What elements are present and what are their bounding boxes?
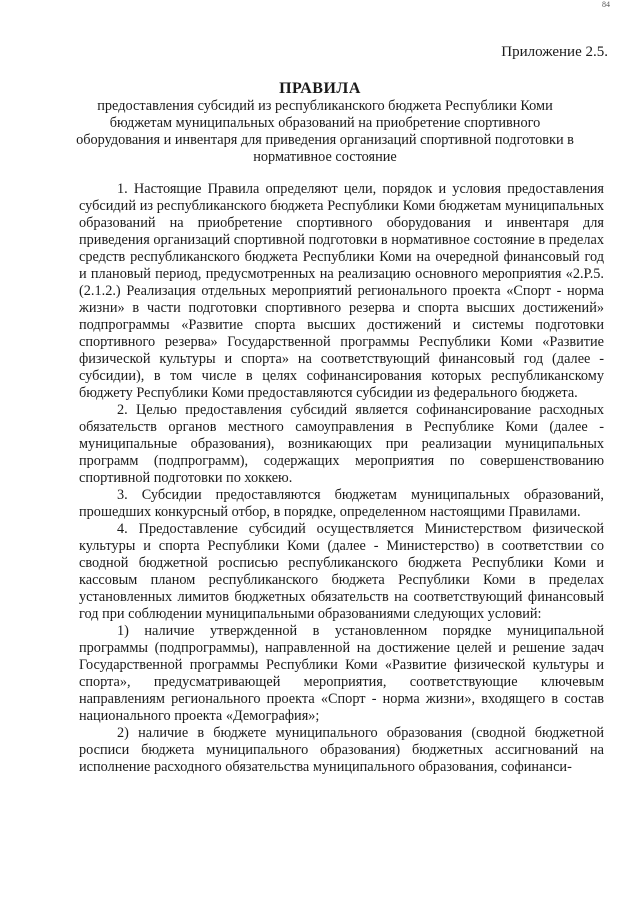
document-title: ПРАВИЛА <box>279 80 361 97</box>
paragraph-4-item-1: 1) наличие утвержденной в установленном порядке муниципальной программы (подпрограммы), направленной на достижение целей и решение задач Государственной программы Республики Коми «Развитие физической культуры и спорта», предусматривающей мероприятия, соответствующие ключевым направлениям регионального проекта «Спорт - норма жизни», входящего в состав национального проекта «Демография»; <box>79 623 604 724</box>
page-number: 84 <box>602 0 610 9</box>
appendix-label: Приложение 2.5. <box>501 44 608 60</box>
paragraph-3: 3. Субсидии предоставляются бюджетам муниципальных образований, прошедших конкурсный отбор, в порядке, определенном настоящими Правилами. <box>79 487 604 520</box>
paragraph-2: 2. Целью предоставления субсидий является софинансирование расходных обязательств органов местного самоуправления в Республике Коми (далее - муниципальные образования), возникающих при реализации муниципальных программ (подпрограмм), содержащих мероприятия по совершенствованию спортивной подготовки по хоккею. <box>79 402 604 486</box>
paragraph-1: 1. Настоящие Правила определяют цели, порядок и условия предоставления субсидий из республиканского бюджета Республики Коми бюджетам муниципальных образований на приобретение спортивного оборудования и инвентаря для приведения организаций спортивной подготовки в нормативное состояние в пределах средств республиканского бюджета Республики Коми на очередной финансовый год и плановый период, предусмотренных на реализацию основного мероприятия «2.Р.5. (2.1.2.) Реализация отдельных мероприятий регионального проекта «Спорт - норма жизни» в части подготовки спортивного резерва и спорта высших достижений» подпрограммы «Развитие спорта высших достижений и системы подготовки спортивного резерва» Государственной программы Республики Коми «Развитие физической культуры и спорта» на соответствующий финансовый год (далее - субсидии), в том числе в целях софинансирования которых республиканскому бюджету Республики Коми предоставляются субсидии из федерального бюджета. <box>79 181 604 401</box>
document-subtitle: предоставления субсидий из республиканского бюджета Республики Коми бюджетам муниципальных образований на приобретение спортивного оборудования и инвентаря для приведения организаций спортивной подготовки в нормативное состояние <box>76 98 574 165</box>
document-body <box>79 181 604 776</box>
paragraph-4-item-2: 2) наличие в бюджете муниципального образования (сводной бюджетной росписи бюджета муниципального образования) бюджетных ассигнований на исполнение расходного обязательства муниципального образования, софинанси- <box>79 725 604 775</box>
paragraph-4: 4. Предоставление субсидий осуществляется Министерством физической культуры и спорта Республики Коми (далее - Министерство) в соответствии со сводной бюджетной росписью республиканского бюджета Республики Коми и кассовым планом республиканского бюджета Республики Коми в пределах установленных лимитов бюджетных обязательств на соответствующий финансовый год при соблюдении муниципальными образованиями следующих условий: <box>79 521 604 622</box>
